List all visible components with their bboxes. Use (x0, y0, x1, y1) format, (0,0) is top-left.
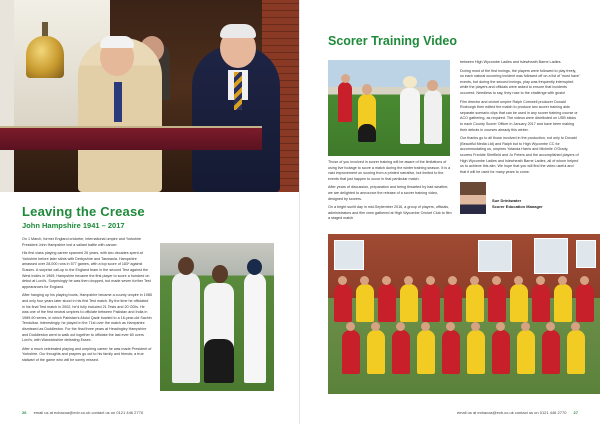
player-head (421, 322, 430, 331)
player-figure (567, 330, 585, 374)
player-figure (400, 284, 418, 322)
balcony-photo (0, 0, 300, 192)
article-title: Scorer Training Video (328, 34, 457, 48)
player-figure (492, 330, 510, 374)
player-head (470, 276, 479, 285)
player-head (580, 276, 589, 285)
player-figure (542, 330, 560, 374)
player-head (546, 322, 555, 331)
player-head (448, 276, 457, 285)
right-page (300, 0, 600, 424)
player-head (404, 276, 413, 285)
paragraph: Our thanks go to all those involved in the production, not only to Donald (Beautiful Media Ltd) and Ralph but to High Wycombe CC for accommodating us, umpires Yolanda Harris and Michelle O'Grady, scorers Freddie Sheffield and Jo Peters and the accomplished players of High Wycombe Ladies and Islewheath Barne Ladies, all of whom helped us to achieve this aim. We hope that you will find the video useful and that it will be used for many years to come. (460, 136, 579, 174)
player-head (382, 276, 391, 285)
article-body (328, 160, 452, 225)
team-photo (328, 234, 600, 394)
paragraph: Film director and cricket umpire Ralph Cornwell producer Donald Roxburgh then edited the match to produce two scorer training aids separate scenario clips that can be used in any scorer training course or ACO gathering, as required. The videos were distributed on USB sticks to each County Scorer Officer in January 2017 and have been making their debuts in courses already this winter. (460, 99, 578, 132)
article-subtitle: John Hampshire 1941 – 2017 (22, 221, 125, 230)
paragraph: During most of the first innings, the players were followed to play freely, so each natural occurring incident was followed off on a list of 'must have' events, but during the second innings, play was frequently interrupted while the players and officials were asked to ensure that incidents occurred. Needless to say, they rose to the challenge with gusto! (460, 68, 580, 95)
player-head (360, 276, 369, 285)
player-figure (392, 330, 410, 374)
article-body-continued (460, 60, 580, 178)
footer-contact: email us at ecbacoa@ecb.co.uk contact us on 0121 446 2770 (456, 410, 567, 415)
player-head (571, 322, 580, 331)
paragraph: After years of discussion, preparation and being thwarted by bad weather, we are delighted to announce the release of a scorer training video, designed by scorers. (328, 185, 449, 201)
training-photo (328, 60, 450, 156)
player-head (371, 322, 380, 331)
player-figure (554, 284, 572, 322)
player-figure (442, 330, 460, 374)
paragraph: Those of you involved in scorer training will be aware of the limitations of using live footage to score a match during the winter training season. It is a vast improvement on scoring from a printed narrative, but limited to the events that just happen to occur in that particular match. (328, 160, 451, 181)
player-head (492, 276, 501, 285)
player-figure (417, 330, 435, 374)
player-figure (367, 330, 385, 374)
player-head (446, 322, 455, 331)
page-number: 27 (573, 410, 578, 415)
author-signature (460, 182, 580, 222)
bell-icon (26, 36, 64, 78)
page-number: 26 (22, 410, 27, 415)
player-figure (488, 284, 506, 322)
player-figure (334, 284, 352, 322)
page-footer (22, 410, 143, 415)
player-figure (517, 330, 535, 374)
player-figure (444, 284, 462, 322)
player-head (521, 322, 530, 331)
player-figure (576, 284, 594, 322)
author-photo (460, 182, 486, 214)
player-head (536, 276, 545, 285)
player-figure (466, 284, 484, 322)
paragraph: On a bright sunlit day in mid-September 2016, a group of players, officials, administrators and film crew gathered at High Wycombe Cricket Club to film a staged match (328, 205, 452, 221)
page-footer (457, 410, 578, 415)
player-figure (422, 284, 440, 322)
paragraph: On 1 March, former England cricketer, international umpire and Yorkshire President John Hampshire lost a valiant battle with cancer. (22, 237, 142, 247)
player-head (346, 322, 355, 331)
author-role: Scorer Education Manager (492, 204, 543, 209)
paragraph: After a much celebrated playing and umpiring career he was made President of Yorkshire. Our thoughts and prayers go out to his family and friends; a true stalwart of the game who will be sorely missed. (22, 346, 152, 362)
player-head (514, 276, 523, 285)
footer-contact: email us at ecbacoa@ecb.co.uk contact us on 0121 446 2770 (33, 410, 144, 415)
player-head (426, 276, 435, 285)
player-figure (510, 284, 528, 322)
umpires-photo (160, 243, 274, 391)
paragraph: between High Wycombe Ladies and Islewheath Barne Ladies. (460, 60, 562, 64)
player-head (558, 276, 567, 285)
player-figure (467, 330, 485, 374)
player-head (496, 322, 505, 331)
player-head (396, 322, 405, 331)
paragraph: After hanging up his playing boots, Hampshire became a county umpire in 1985 and only four years later stood in his first Test match. By the time he officiated in his final Test match in 2002, he'd fully included 21 Tests and 20 ODIs. He was one of the first neutral umpires to officiate between Pakistan and India in 1989-90 series, in which Pakistan's Abdul Qadir bowled to a 16-year-old Sachin Tendulkar. Interestingly, he played in the 71st over the match as Hampshire dismissed as Duddleston. For the final three years at Headingley Hampshire and Duddleston went to walk out together to officiate the last ever 60 overs Lord's, with Warwickshire defeating Essex. (22, 293, 152, 343)
paragraph: His first class playing career spanned 26 years, with two decades spent at Yorkshire before later stints with Derbyshire and Tasmania. Hampshire amassed over 28,000 runs in 577 games, with a top score of 183* against Sussex. A surprise call-up to the England team in the second Test against the West Indies in 1969, Hampshire became the first player to score a hundred on debut at Lord's. Surprisingly he was then dropped, but made seven further Test appearances for England. (22, 251, 151, 289)
article-body (22, 237, 152, 366)
author-name: Sue Drinkwater (492, 198, 522, 203)
player-head (338, 276, 347, 285)
player-figure (378, 284, 396, 322)
article-title: Leaving the Crease (22, 204, 145, 219)
player-figure (342, 330, 360, 374)
player-figure (532, 284, 550, 322)
player-figure (356, 284, 374, 322)
player-head (471, 322, 480, 331)
